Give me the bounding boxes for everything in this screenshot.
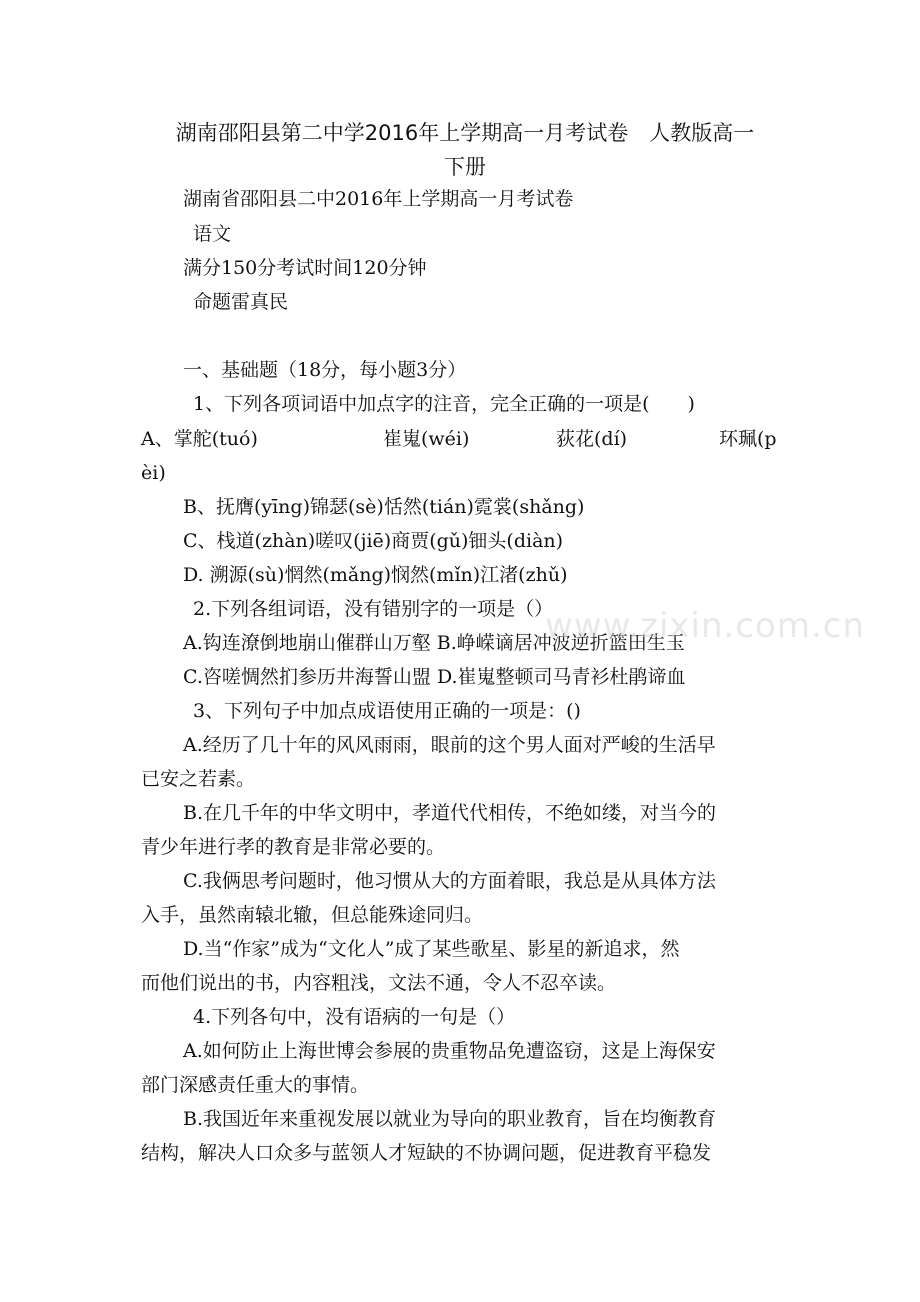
q3-option-d-2: 而他们说出的书，内容粗浅，文法不通，令人不忍卒读。 [141,972,617,994]
q1-option-a-4: 环珮(p [719,428,777,450]
q1-option-a-3: 荻花(dí) [556,428,628,450]
title-line-2: 下册 [444,155,486,179]
q3-option-b-1: B.在几千年的中华文明中，孝道代代相传，不绝如缕，对当今的 [183,802,717,824]
q3-option-d-1: D.当“作家”成为“文化人”成了某些歌星、影星的新追求，然 [183,938,680,960]
q2-stem: 2.下列各组词语，没有错别字的一项是（） [193,598,554,620]
q3-option-a-2: 已安之若素。 [141,768,256,790]
title-line-1: 湖南邵阳县第二中学2016年上学期高一月考试卷 人教版高一 [175,121,755,145]
q3-option-c-2: 入手，虽然南辕北辙，但总能殊途同归。 [141,904,484,926]
q4-option-a-1: A.如何防止上海世博会参展的贵重物品免遭盗窃，这是上海保安 [183,1040,716,1062]
q1-option-a-2: 崔嵬(wéi) [383,428,470,450]
q1-option-a-5: èi) [141,462,166,484]
q4-option-b-2: 结构，解决人口众多与蓝领人才短缺的不协调问题，促进教育平稳发 [141,1142,712,1164]
q4-option-b-1: B.我国近年来重视发展以就业为导向的职业教育，旨在均衡教育 [183,1108,717,1130]
q3-stem: 3、下列句子中加点成语使用正确的一项是：() [193,700,581,722]
score-time-line: 满分150分考试时间120分钟 [183,257,427,279]
q1-stem: 1、下列各项词语中加点字的注音，完全正确的一项是( ) [193,393,695,415]
document-title [140,116,790,184]
q2-options-cd: C.咨嗟惆然扪参历井海誓山盟 D.崔嵬整顿司马青衫杜鹃谛血 [183,666,686,688]
q4-stem: 4.下列各句中，没有语病的一句是（） [193,1006,516,1028]
author-line: 命题雷真民 [193,291,289,313]
subject-line: 语文 [193,223,232,245]
watermark: www.zixin.com.cn [545,606,865,646]
school-exam-line: 湖南省邵阳县二中2016年上学期高一月考试卷 [183,188,574,210]
q3-option-a-1: A.经历了几十年的风风雨雨，眼前的这个男人面对严峻的生活早 [183,734,716,756]
q1-option-b: B、抚膺(yīng)锦瑟(sè)恬然(tián)霓裳(shǎng) [183,496,585,518]
q4-option-a-2: 部门深感责任重大的事情。 [141,1074,370,1096]
q1-option-c: C、栈道(zhàn)嗟叹(jiē)商贾(gǔ)钿头(diàn) [183,530,564,552]
section-heading: 一、基础题（18分，每小题3分） [183,359,467,381]
q1-option-d: D. 溯源(sù)惘然(mǎng)悯然(mǐn)江渚(zhǔ) [183,564,568,586]
q2-options-ab: A.钩连潦倒地崩山催群山万壑 B.峥嵘谪居冲波逆折篮田生玉 [183,632,685,654]
q3-option-c-1: C.我俩思考问题时，他习惯从大的方面着眼，我总是从具体方法 [183,870,716,892]
q1-option-a-1: A、掌舵(tuó) [141,428,258,450]
q3-option-b-2: 青少年进行孝的教育是非常必要的。 [141,836,446,858]
